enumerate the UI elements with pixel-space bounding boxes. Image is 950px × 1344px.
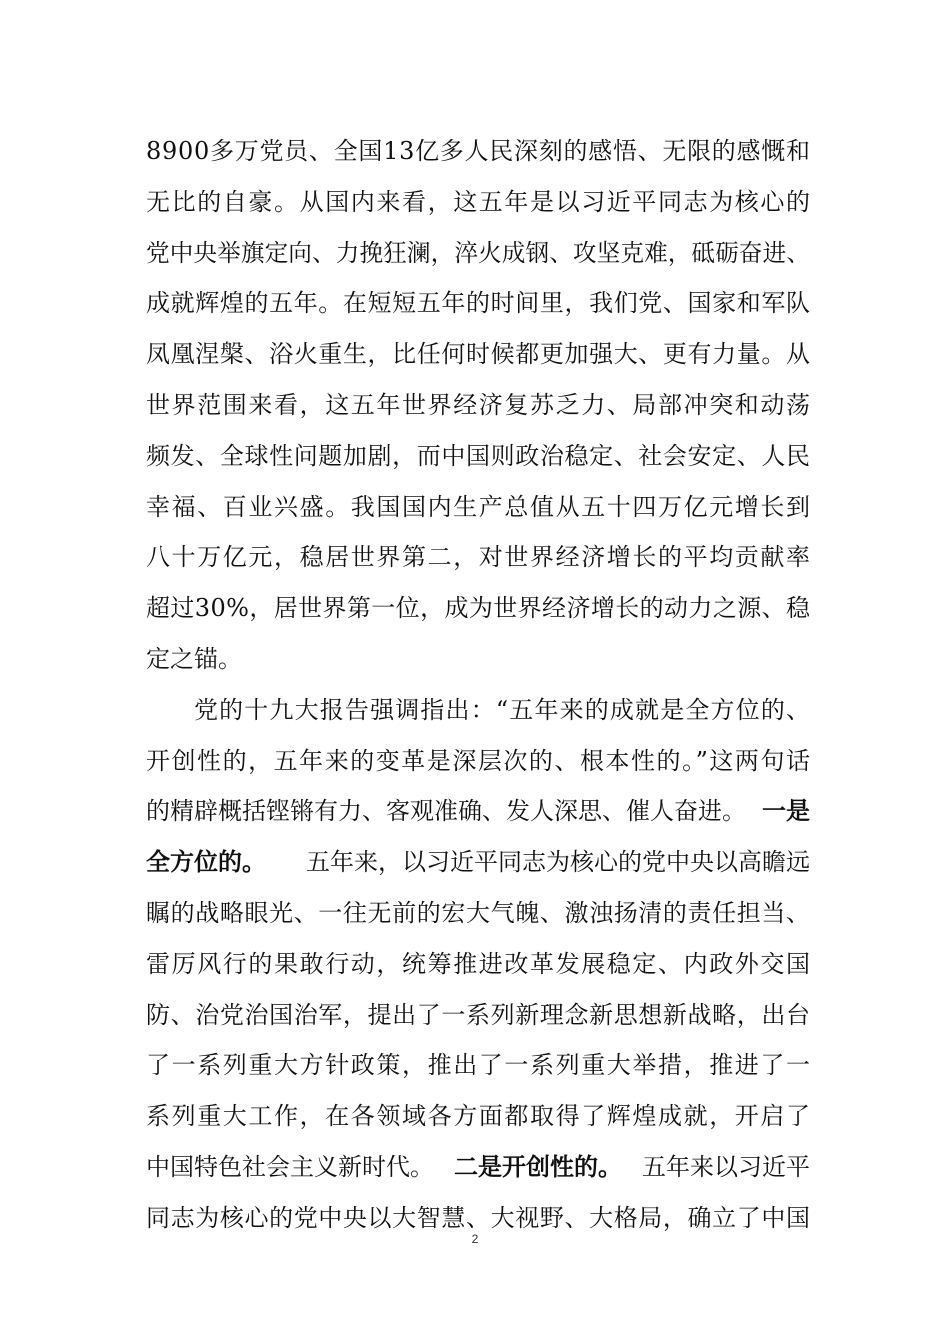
body-text — [146, 126, 810, 1244]
text-line — [146, 786, 810, 837]
text-line — [146, 278, 810, 329]
text-line — [146, 1040, 810, 1091]
point-two-label: 二是开创性的。 — [454, 1151, 622, 1181]
text-line — [146, 228, 810, 279]
line-text: 同志为核心的党中央以大智慧、大视野、大格局，确立了中国 — [146, 1203, 811, 1232]
line-text: 系列重大工作，在各领域各方面都取得了辉煌成就，开启了 — [146, 1102, 812, 1131]
line-text: 凤凰涅槃、浴火重生，比任何时候都更加强大、更有力量。从 — [146, 340, 811, 369]
page-number: 2 — [471, 1232, 479, 1246]
text-line — [146, 685, 810, 736]
line-text: 开创性的，五年来的变革是深层次的、根本性的。”这两句话 — [146, 746, 812, 775]
text-line — [146, 1091, 810, 1142]
line-text: 幸福、百业兴盛。我国国内生产总值从五十四万亿元增长到 — [146, 492, 812, 521]
line-text: 定之锚。 — [146, 644, 242, 673]
text-line — [146, 482, 810, 533]
point-one-label-cont: 全方位的。 — [146, 847, 266, 877]
line-text: 频发、全球性问题加剧，而中国则政治稳定、社会安定、人民 — [146, 441, 811, 470]
line-text: 党的十九大报告强调指出：“五年来的成就是全方位的、 — [194, 695, 812, 724]
line-text: 雷厉风行的果敢行动，统筹推进改革发展稳定、内政外交国 — [146, 949, 812, 978]
text-line — [146, 736, 810, 787]
text-line — [146, 431, 810, 482]
text-line — [146, 939, 810, 990]
line-text: 五年来以习近平 — [642, 1152, 810, 1181]
text-line — [146, 1142, 810, 1193]
line-text: 成就辉煌的五年。在短短五年的时间里，我们党、国家和军队 — [146, 289, 811, 318]
text-line — [146, 837, 810, 888]
text-line — [146, 126, 810, 177]
text-line — [146, 532, 810, 583]
line-text: 瞩的战略眼光、一往无前的宏大气魄、激浊扬清的责任担当、 — [146, 898, 811, 927]
line-text: 世界范围来看，这五年世界经济复苏乏力、局部冲突和动荡 — [146, 390, 812, 419]
line-text: 党中央举旗定向、力挽狂澜，淬火成钢、攻坚克难，砥砺奋进、 — [146, 238, 811, 267]
line-text: 中国特色社会主义新时代。 — [146, 1152, 434, 1181]
line-text: 8900多万党员、全国13亿多人民深刻的感悟、无限的感慨和 — [146, 137, 811, 165]
point-one-label: 一是 — [762, 796, 810, 826]
line-text: 无比的自豪。从国内来看，这五年是以习近平同志为核心的 — [146, 187, 812, 216]
line-text: 八十万亿元，稳居世界第二，对世界经济增长的平均贡献率 — [146, 543, 812, 572]
line-text: 的精辟概括铿锵有力、客观准确、发人深思、催人奋进。 — [146, 797, 746, 826]
line-text: 五年来，以习近平同志为核心的党中央以高瞻远 — [306, 848, 810, 877]
line-text: 了一系列重大方针政策，推出了一系列重大举措，推进了一 — [146, 1051, 812, 1080]
text-line — [146, 888, 810, 939]
line-text: 超过30%，居世界第一位，成为世界经济增长的动力之源、稳 — [146, 594, 811, 623]
text-line — [146, 583, 810, 634]
text-line — [146, 177, 810, 228]
text-line — [146, 380, 810, 431]
line-text: 防、治党治国治军，提出了一系列新理念新思想新战略，出台 — [146, 1000, 811, 1029]
text-line — [146, 990, 810, 1041]
text-line — [146, 634, 810, 685]
text-line — [146, 329, 810, 380]
